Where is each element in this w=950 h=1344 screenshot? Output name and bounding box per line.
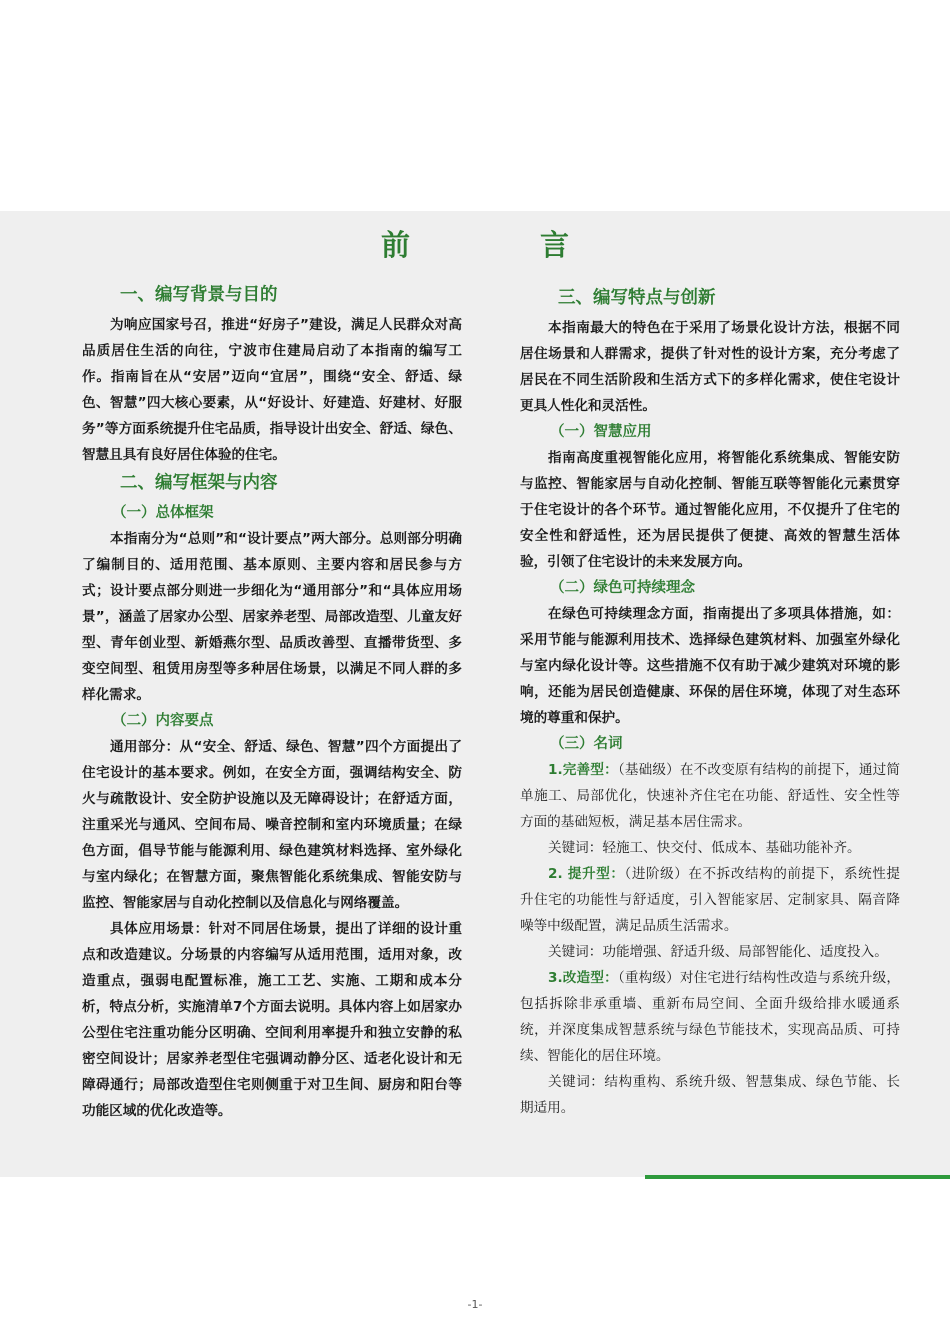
term-definition: （重构级）对住宅进行结构性改造与系统升级，包括拆除非承重墙、重新布局空间、全面升级给排水暖通系统，并深度集成智慧系统与绿色节能技术，实现高品质、可持续、智能化的居住环境。 [520, 970, 901, 1064]
term-entry [520, 757, 900, 835]
paragraph: 指南高度重视智能化应用，将智能化系统集成、智能安防与监控、智能家居与自动化控制、智能互联等智能化元素贯穿于住宅设计的各个环节。通过智能化应用，不仅提升了住宅的安全性和舒适性，还为居民提供了便捷、高效的智慧生活体验，引领了住宅设计的未来发展方向。 [520, 450, 900, 570]
paragraph: 本指南最大的特色在于采用了场景化设计方法，根据不同居住场景和人群需求，提供了针对性的设计方案，充分考虑了居民在不同生活阶段和生活方式下的多样化需求，使住宅设计更具人性化和灵活性。 [520, 320, 900, 414]
paragraph: 本指南分为“总则”和“设计要点”两大部分。总则部分明确了编制目的、适用范围、基本原则、主要内容和居民参与方式；设计要点部分则进一步细化为“通用部分”和“具体应用场景”，涵盖了居家办公型、居家养老型、局部改造型、儿童友好型、青年创业型、新婚燕尔型、品质改善型、直播带货型、多变空间型、租赁用房型等多种居住场景，以满足不同人群的多样化需求。 [82, 531, 462, 703]
term-entry [520, 965, 900, 1069]
subsection-heading: （二）绿色可持续理念 [550, 580, 695, 596]
paragraph: 在绿色可持续理念方面，指南提出了多项具体措施，如：采用节能与能源利用技术、选择绿色建筑材料、加强室外绿化与室内绿化设计等。这些措施不仅有助于减少建筑对环境的影响，还能为居民创造健康、环保的居住环境，体现了对生态环境的尊重和保护。 [520, 606, 900, 726]
section-heading-2: 二、编写框架与内容 [120, 473, 278, 493]
term-keywords: 关键词：结构重构、系统升级、智慧集成、绿色节能、长期适用。 [520, 1074, 900, 1116]
subsection-heading: （一）总体框架 [112, 505, 214, 521]
term-label: 2. 提升型： [548, 866, 625, 882]
term-definition: （基础级）在不改变原有结构的前提下，通过简单施工、局部优化，快速补齐住宅在功能、舒适性、安全性等方面的基础短板，满足基本居住需求。 [520, 762, 901, 830]
term-label: 1.完善型： [548, 762, 618, 778]
paragraph: 通用部分：从“安全、舒适、绿色、智慧”四个方面提出了住宅设计的基本要求。例如，在安全方面，强调结构安全、防火与疏散设计、安全防护设施以及无障碍设计；在舒适方面，注重采光与通风、空间布局、噪音控制和室内环境质量；在绿色方面，倡导节能与能源利用、绿色建筑材料选择、室外绿化与室内绿化；在智慧方面，聚焦智能化系统集成、智能安防与监控、智能家居与自动化控制以及信息化与网络覆盖。 [82, 739, 462, 911]
term-keywords: 关键词：轻施工、快交付、低成本、基础功能补齐。 [548, 840, 861, 856]
page-number: -1- [467, 1298, 483, 1311]
term-label: 3.改造型： [548, 970, 618, 986]
term-keywords: 关键词：功能增强、舒适升级、局部智能化、适度投入。 [548, 944, 888, 960]
page-title: 前 言 [380, 228, 630, 262]
left-column [82, 282, 462, 1124]
term-entry [520, 861, 900, 939]
right-column [520, 285, 900, 1121]
section-heading-1: 一、编写背景与目的 [120, 285, 278, 305]
green-divider [645, 1175, 950, 1179]
term-definition: （进阶级）在不拆改结构的前提下，系统性提升住宅的功能性与舒适度，引入智能家居、定制家具、隔音降噪等中级配置，满足品质生活需求。 [520, 866, 900, 934]
subsection-heading: （二）内容要点 [112, 713, 214, 729]
subsection-heading: （一）智慧应用 [550, 424, 652, 440]
subsection-heading: （三）名词 [550, 736, 623, 752]
paragraph: 为响应国家号召，推进“好房子”建设，满足人民群众对高品质居住生活的向往，宁波市住建局启动了本指南的编写工作。指南旨在从“安居”迈向“宜居”，围绕“安全、舒适、绿色、智慧”四大核心要素，从“好设计、好建造、好建材、好服务”等方面系统提升住宅品质，指导设计出安全、舒适、绿色、智慧且具有良好居住体验的住宅。 [82, 317, 462, 463]
section-heading-3: 三、编写特点与创新 [558, 288, 716, 308]
paragraph: 具体应用场景：针对不同居住场景，提出了详细的设计重点和改造建议。分场景的内容编写从适用范围，适用对象，改造重点，强弱电配置标准，施工工艺、实施、工期和成本分析，特点分析，实施清单7个方面去说明。具体内容上如居家办公型住宅注重功能分区明确、空间利用率提升和独立安静的私密空间设计；居家养老型住宅强调动静分区、适老化设计和无障碍通行；局部改造型住宅则侧重于对卫生间、厨房和阳台等功能区域的优化改造等。 [82, 921, 462, 1119]
